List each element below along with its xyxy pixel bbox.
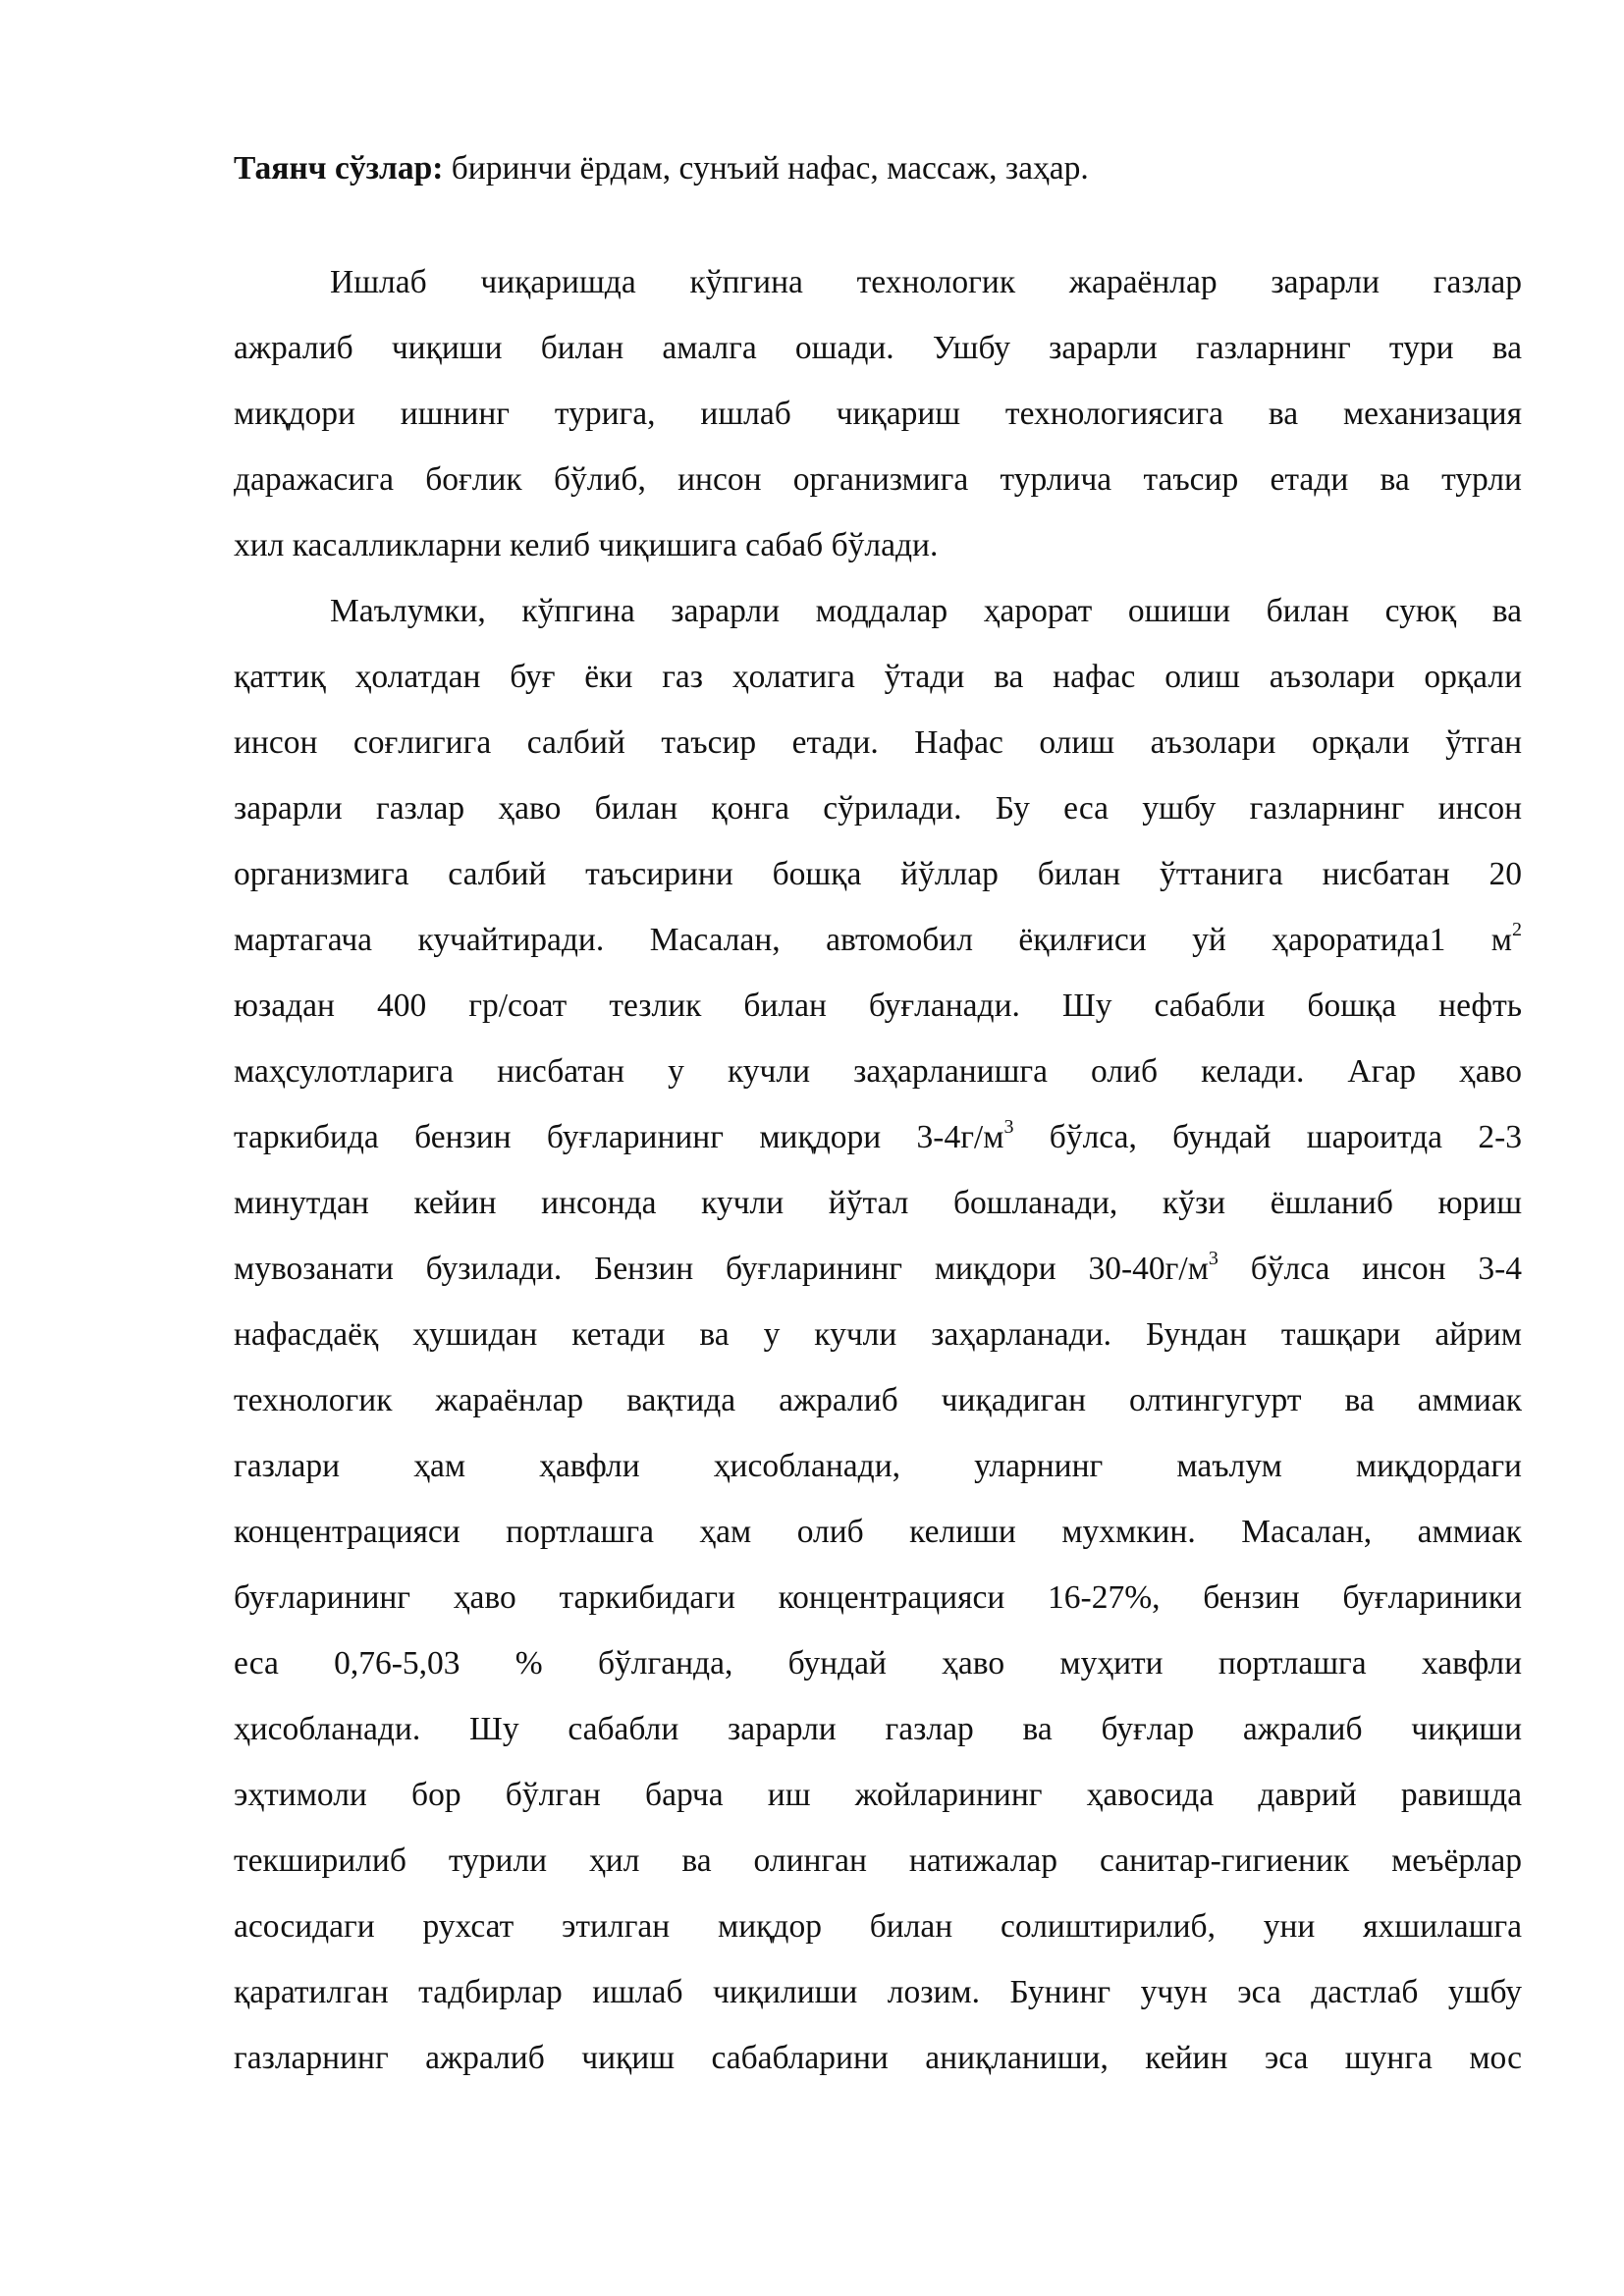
text-line: юзадан 400 гр/соат тезлик билан буғланади. Шу сабабли бошқа нефть [234,988,1522,1024]
text-line: технологик жараёнлар вақтида ажралиб чиқадиган олтингугурт ва аммиак [234,1382,1522,1418]
text-line: эҳтимоли бор бўлган барча иш жойларининг ҳавосида даврий равишда [234,1777,1522,1813]
keywords-line [234,149,1522,188]
keywords-label: Таянч сўзлар: [234,150,444,187]
text-line: текширилиб турили ҳил ва олинган натижалар санитар-гигиеник меъёрлар [234,1842,1522,1879]
text-line: зарарли газлар ҳаво билан қонга сўрилади. Бу еса ушбу газларнинг инсон [234,790,1522,827]
text-line [234,907,1522,973]
text-run: мувозанати бузилади. Бензин буғларининг миқдори 30-40г/м [234,1251,1209,1287]
keywords-text: биринчи ёрдам, сунъий нафас, массаж, заҳар. [443,150,1089,187]
text-line: нафасдаёқ ҳушидан кетади ва у кучли заҳарланади. Бундан ташқари айрим [234,1316,1522,1353]
paragraph-2 [234,578,1522,2091]
text-line: Ишлаб чиқаришда кўпгина технологик жараёнлар зарарли газлар [330,264,1522,300]
text-line: маҳсулотларига нисбатан у кучли заҳарланишга олиб келади. Агар ҳаво [234,1053,1522,1090]
superscript: 3 [1208,1248,1218,1269]
text-run: таркибида бензин буғларининг миқдори 3-4г/м [234,1119,1004,1155]
text-line [234,1104,1522,1170]
text-line: қаратилган тадбирлар ишлаб чиқилиши лозим. Бунинг учун эса дастлаб ушбу [234,1974,1522,2010]
text-line: газлари ҳам ҳавфли ҳисобланади, уларнинг маълум миқдордаги [234,1448,1522,1484]
text-line: Маълумки, кўпгина зарарли моддалар ҳарорат ошиши билан суюқ ва [330,593,1522,629]
text-line: еса 0,76-5,03 % бўлганда, бундай ҳаво муҳити портлашга хавфли [234,1645,1522,1682]
text-line: инсон соғлигига салбий таъсир етади. Нафас олиш аъзолари орқали ўтган [234,724,1522,761]
text-line: минутдан кейин инсонда кучли йўтал бошланади, кўзи ёшланиб юриш [234,1185,1522,1221]
text-line: асосидаги рухсат этилган миқдор билан солиштирилиб, уни яхшилашга [234,1908,1522,1945]
document-page [234,149,1522,2091]
superscript: 3 [1003,1116,1014,1138]
text-line: ҳисобланади. Шу сабабли зарарли газлар ва буғлар ажралиб чиқиши [234,1711,1522,1747]
text-line: концентрацияси портлашга ҳам олиб келиши мухмкин. Масалан, аммиак [234,1514,1522,1550]
superscript: 2 [1512,919,1522,940]
text-run: бўлса инсон 3-4 [1218,1251,1522,1287]
text-line: буғларининг ҳаво таркибидаги концентрацияси 16-27%, бензин буғлариники [234,1579,1522,1616]
text-line [234,1236,1522,1302]
text-line: организмига салбий таъсирини бошқа йўллар билан ўттанига нисбатан 20 [234,856,1522,892]
text-line: ажралиб чиқиши билан амалга ошади. Ушбу зарарли газларнинг тури ва [234,330,1522,366]
text-line: қаттиқ ҳолатдан буғ ёки газ ҳолатига ўтади ва нафас олиш аъзолари орқали [234,659,1522,695]
text-line: газларнинг ажралиб чиқиш сабабларини аниқланиши, кейин эса шунга мос [234,2040,1522,2076]
text-line: хил касалликларни келиб чиқишига сабаб бўлади. [234,527,939,563]
text-run: бўлса, бундай шароитда 2-3 [1013,1119,1522,1155]
text-run: мартагача кучайтиради. Масалан, автомобил ёқилғиси уй ҳароратида1 м [234,922,1512,958]
paragraph-1 [234,249,1522,578]
text-line: миқдори ишнинг турига, ишлаб чиқариш технологиясига ва механизация [234,396,1522,432]
text-line: даражасига боғлик бўлиб, инсон организмига турлича таъсир етади ва турли [234,461,1522,498]
